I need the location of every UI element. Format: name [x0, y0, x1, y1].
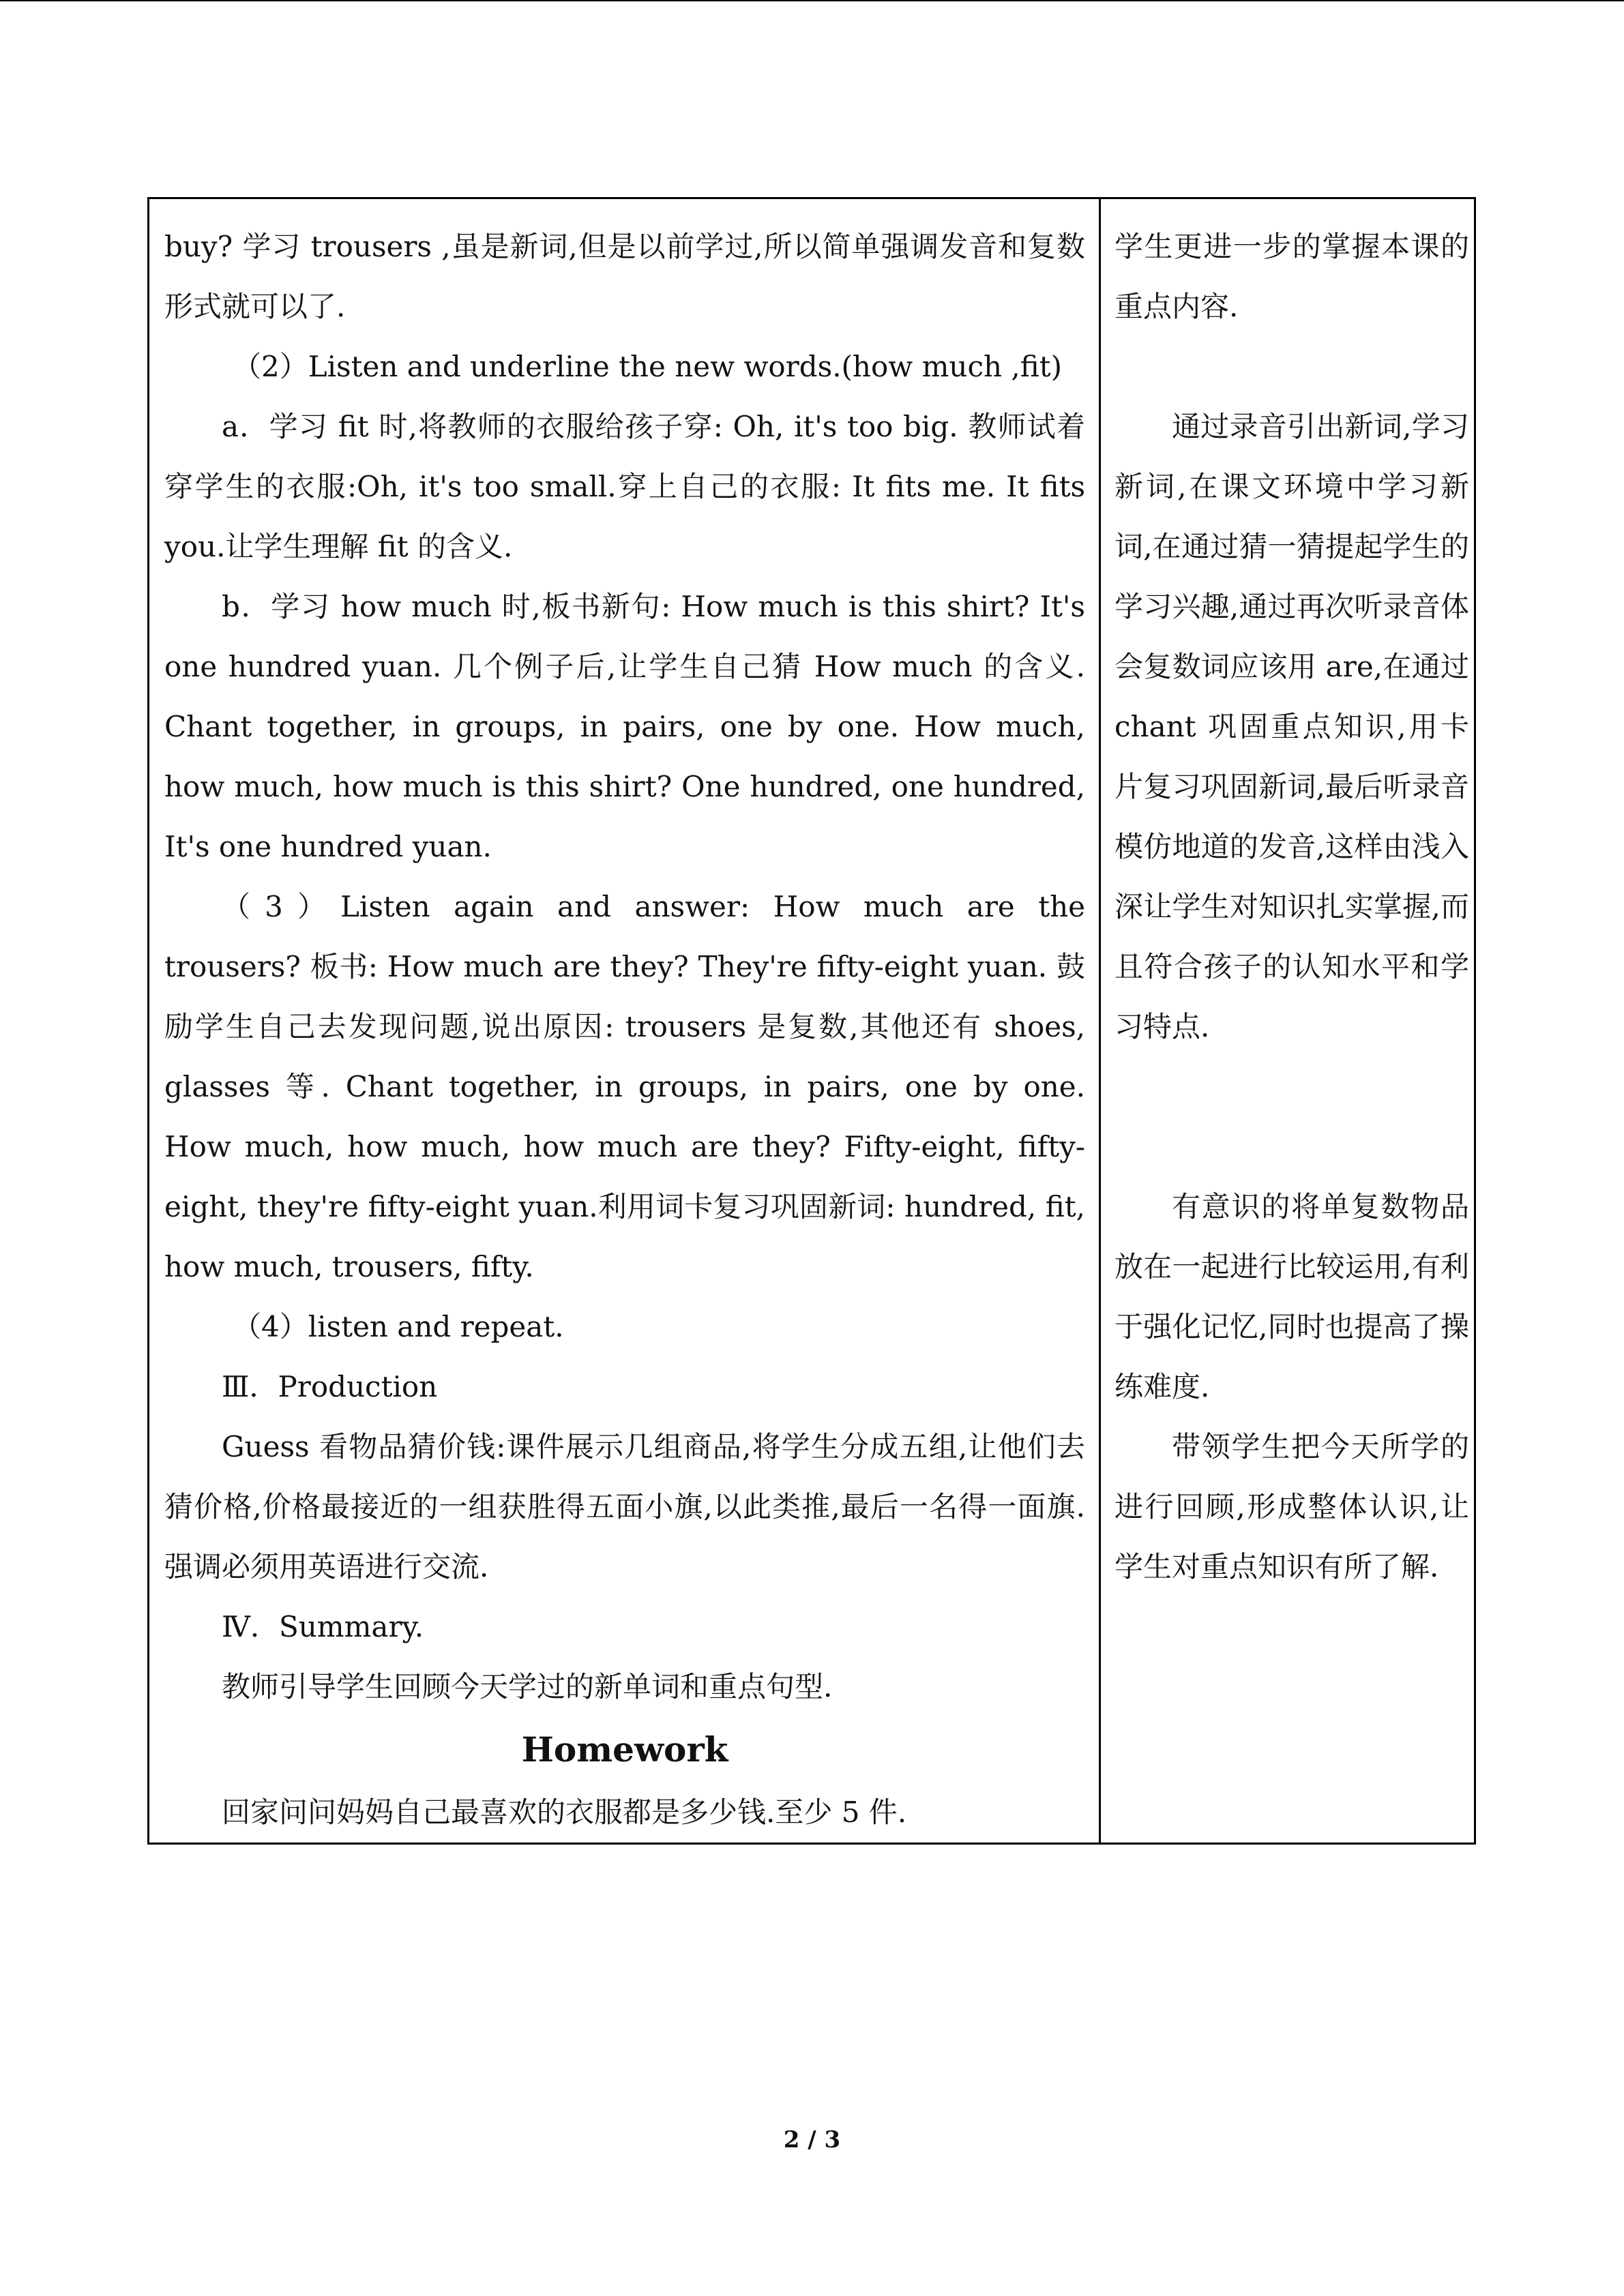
- summary-heading: Ⅳ．Summary.: [222, 1610, 424, 1643]
- step-4-heading: （4）listen and repeat.: [233, 1310, 564, 1343]
- production-heading: Ⅲ．Production: [222, 1370, 438, 1403]
- paragraph-guess: Guess 看物品猜价钱:课件展示几组商品,将学生分成五组,让他们去猜价格,价格最接近的一组获胜得五面小旗,以此类推,最后一名得一面旗.强调必须用英语进行交流.: [164, 1430, 1085, 1583]
- intent-new-words: 通过录音引出新词,学习新词,在课文环境中学习新词,在通过猜一猜提起学生的学习兴趣,通过再次听录音体会复数词应该用 are,在通过 chant 巩固重点知识,用卡片复习巩固新词,最后听录音模仿地道的发音,这样由浅入深让学生对知识扎实掌握,而且符合孩子的认知水平和学习特点.: [1114, 410, 1469, 1043]
- step-2-heading: （2）Listen and underline the new words.(how much ,fit): [233, 350, 1062, 383]
- paragraph-homework: 回家问问妈妈自己最喜欢的衣服都是多少钱.至少 5 件.: [222, 1795, 907, 1829]
- column-divider: [1099, 199, 1101, 1843]
- lesson-plan-table: [147, 197, 1476, 1845]
- teaching-procedure-column: [164, 217, 1085, 1843]
- paragraph-fit: a．学习 fit 时,将教师的衣服给孩子穿: Oh, it's too big. 教师试着穿学生的衣服:Oh, it's too small.穿上自己的衣服: It fits me. It fits you.让学生理解 fit 的含义.: [164, 410, 1085, 563]
- homework-title: Homework: [521, 1729, 728, 1770]
- intent-review: 带领学生把今天所学的进行回顾,形成整体认识,让学生对重点知识有所了解.: [1114, 1430, 1469, 1583]
- intent-key-content: 学生更进一步的掌握本课的重点内容.: [1114, 230, 1469, 323]
- intent-singular-plural: 有意识的将单复数物品放在一起进行比较运用,有利于强化记忆,同时也提高了操练难度.: [1114, 1190, 1469, 1403]
- page-number: 2 / 3: [783, 2126, 841, 2153]
- design-intent-column: [1114, 217, 1469, 1597]
- paragraph-how-much: b．学习 how much 时,板书新句: How much is this shirt? It's one hundred yuan. 几个例子后,让学生自己猜 How much 的含义. Chant together, in groups, in pairs, one by one. How much, how much, how much is this shirt? One hundred, one hundred, It's one hundred yuan.: [164, 590, 1085, 863]
- paragraph-trousers: buy? 学习 trousers ,虽是新词,但是以前学过,所以简单强调发音和复数形式就可以了.: [164, 230, 1085, 323]
- paragraph-summary: 教师引导学生回顾今天学过的新单词和重点句型.: [222, 1670, 833, 1703]
- page-top-border: [0, 0, 1624, 1]
- paragraph-listen-again: （3）Listen again and answer: How much are the trousers? 板书: How much are they? They're fifty-eight yuan. 鼓励学生自己去发现问题,说出原因: trousers 是复数,其他还有 shoes, glasses 等. Chant together, in groups, in pairs, one by one. How much, how much, how much are they? Fifty-eight, fifty-eight, they're fifty-eight yuan.利用词卡复习巩固新词: hundred, fit, how much, trousers, fifty.: [164, 890, 1085, 1283]
